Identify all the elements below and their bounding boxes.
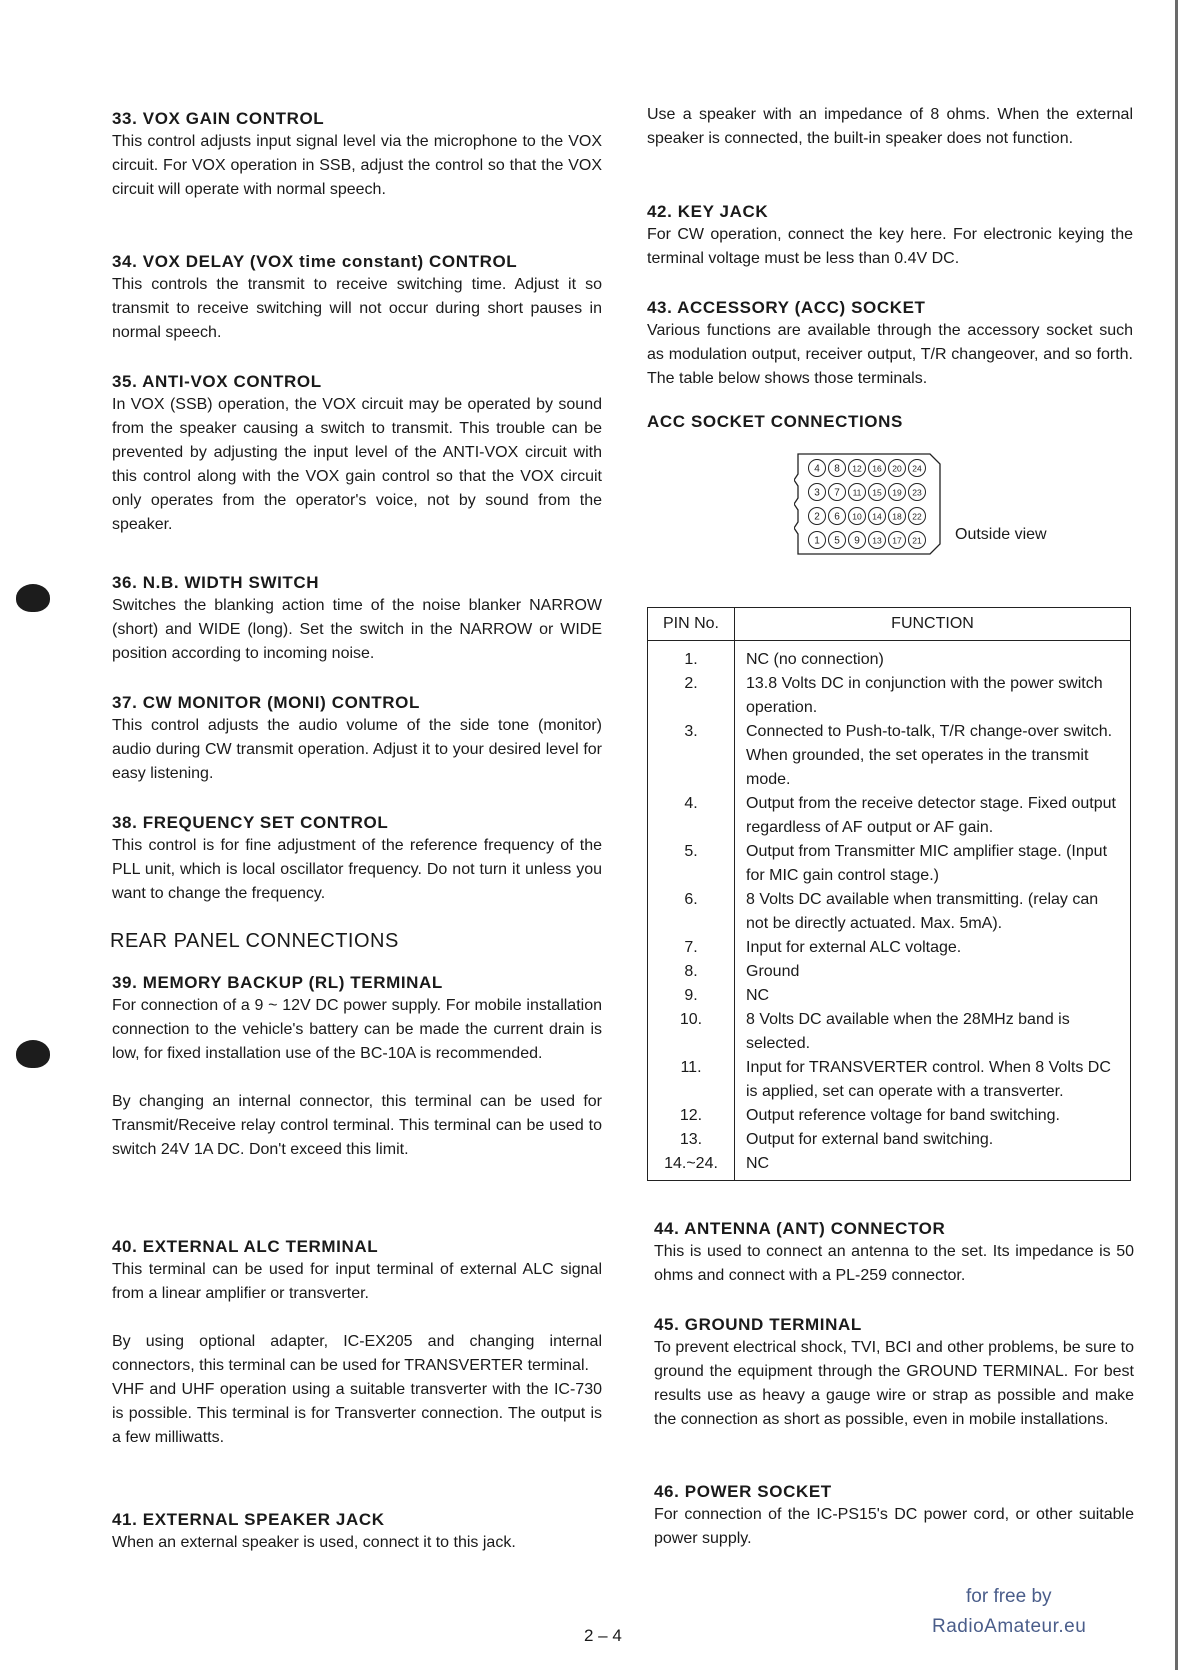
table-row bbox=[648, 1056, 1131, 1104]
pin-number: 3. bbox=[648, 720, 735, 792]
socket-outline-icon bbox=[794, 452, 944, 557]
pin-number: 12. bbox=[648, 1104, 735, 1128]
pin-function: Output from the receive detector stage. Fixed output regardless of AF output or AF gain. bbox=[735, 792, 1131, 840]
pin-function: 8 Volts DC available when transmitting. (relay can not be directly actuated. Max. 5mA). bbox=[735, 888, 1131, 936]
pin-function: NC bbox=[735, 984, 1131, 1008]
function-header: FUNCTION bbox=[735, 608, 1131, 641]
section-33 bbox=[112, 107, 602, 202]
section-35 bbox=[112, 370, 602, 537]
section-title: 40. EXTERNAL ALC TERMINAL bbox=[112, 1237, 379, 1256]
section-body: This is used to connect an antenna to the set. Its impedance is 50 ohms and connect with a PL-259 connector. bbox=[654, 1243, 1134, 1284]
acc-pin-table bbox=[647, 607, 1131, 1181]
rear-panel-heading: REAR PANEL CONNECTIONS bbox=[110, 930, 399, 952]
scan-blot bbox=[16, 1040, 50, 1068]
socket-pin-label: 4 bbox=[814, 463, 820, 475]
section-body: In VOX (SSB) operation, the VOX circuit may be operated by sound from the speaker causing a switch to transmit. This trouble can be prevented by adjusting the input level of the ANTI-VOX circuit with this control along with the VOX gain control so that the VOX circuit only operates from the operator's voice, not by sound from the speaker. bbox=[112, 396, 602, 533]
pin-function: NC (no connection) bbox=[735, 641, 1131, 673]
table-row bbox=[648, 960, 1131, 984]
section-41-continued bbox=[647, 103, 1133, 151]
table-row bbox=[648, 1128, 1131, 1152]
table-row bbox=[648, 840, 1131, 888]
socket-pin-label: 14 bbox=[872, 511, 882, 522]
socket-pin-label: 3 bbox=[814, 487, 820, 499]
table-row bbox=[648, 1104, 1131, 1128]
section-body-3: VHF and UHF operation using a suitable transverter with the IC-730 is possible. This terminal is for Transverter connection. The output is a few milliwatts. bbox=[112, 1381, 602, 1446]
socket-pin-label: 2 bbox=[814, 511, 820, 523]
section-38 bbox=[112, 811, 602, 906]
pin-function: Connected to Push-to-talk, T/R change-over switch. When grounded, the set operates in the transmit mode. bbox=[735, 720, 1131, 792]
pin-number: 14.~24. bbox=[648, 1152, 735, 1181]
section-body: Switches the blanking action time of the noise blanker NARROW (short) and WIDE (long). Set the switch in the NARROW or WIDE position according to incoming noise. bbox=[112, 597, 602, 662]
socket-pin-label: 17 bbox=[892, 535, 902, 546]
socket-pin-label: 8 bbox=[834, 463, 840, 475]
section-title: 35. ANTI-VOX CONTROL bbox=[112, 372, 322, 391]
section-title: 43. ACCESSORY (ACC) SOCKET bbox=[647, 298, 926, 317]
socket-pin-label: 19 bbox=[892, 487, 902, 498]
pin-number: 6. bbox=[648, 888, 735, 936]
section-body: This controls the transmit to receive switching time. Adjust it so transmit to receive switching will not occur during short pauses in normal speech. bbox=[112, 276, 602, 341]
pin-number: 4. bbox=[648, 792, 735, 840]
section-40 bbox=[112, 1235, 602, 1450]
pin-header: PIN No. bbox=[648, 608, 735, 641]
acc-socket-diagram bbox=[794, 452, 944, 562]
table-row bbox=[648, 792, 1131, 840]
section-title: 39. MEMORY BACKUP (RL) TERMINAL bbox=[112, 973, 443, 992]
section-body-2: By using optional adapter, IC-EX205 and changing internal connectors, this terminal can be used for TRANSVERTER terminal. bbox=[112, 1333, 602, 1374]
section-44 bbox=[654, 1217, 1134, 1288]
pin-number: 1. bbox=[648, 641, 735, 673]
table-row bbox=[648, 672, 1131, 720]
section-body: This control adjusts input signal level via the microphone to the VOX circuit. For VOX operation in SSB, adjust the control so that the VOX circuit will operate with normal speech. bbox=[112, 133, 602, 198]
pin-function: Input for external ALC voltage. bbox=[735, 936, 1131, 960]
section-46 bbox=[654, 1480, 1134, 1551]
section-title: 46. POWER SOCKET bbox=[654, 1482, 832, 1501]
watermark-line-1: for free by bbox=[966, 1586, 1052, 1607]
pin-function: Ground bbox=[735, 960, 1131, 984]
section-body: This control is for fine adjustment of the reference frequency of the PLL unit, which is local oscillator frequency. Do not turn it unless you want to change the frequency. bbox=[112, 837, 602, 902]
socket-pin-label: 7 bbox=[834, 487, 840, 499]
socket-pin-label: 11 bbox=[852, 487, 862, 498]
socket-pin-label: 15 bbox=[872, 487, 882, 498]
scan-edge bbox=[1175, 0, 1178, 1670]
pin-number: 8. bbox=[648, 960, 735, 984]
section-body: To prevent electrical shock, TVI, BCI and other problems, be sure to ground the equipment through the GROUND TERMINAL. For best results use as heavy a gauge wire or strap as possible and make the connection as short as possible, even in mobile installations. bbox=[654, 1339, 1134, 1428]
section-title: 45. GROUND TERMINAL bbox=[654, 1315, 862, 1334]
pin-function: 8 Volts DC available when the 28MHz band is selected. bbox=[735, 1008, 1131, 1056]
socket-pin-label: 18 bbox=[892, 511, 902, 522]
socket-pin-label: 10 bbox=[852, 511, 862, 522]
socket-pin-label: 6 bbox=[834, 511, 840, 523]
table-row bbox=[648, 984, 1131, 1008]
section-41 bbox=[112, 1508, 602, 1555]
socket-pin-label: 5 bbox=[834, 535, 840, 547]
section-body: Various functions are available through the accessory socket such as modulation output, receiver output, T/R changeover, and so forth. The table below shows those terminals. bbox=[647, 322, 1133, 387]
section-body: When an external speaker is used, connect it to this jack. bbox=[112, 1534, 516, 1551]
pin-function: 13.8 Volts DC in conjunction with the power switch operation. bbox=[735, 672, 1131, 720]
outside-view-label: Outside view bbox=[955, 526, 1047, 543]
watermark-line-2: RadioAmateur.eu bbox=[932, 1616, 1087, 1637]
socket-pin-label: 13 bbox=[872, 535, 882, 546]
socket-pin-label: 1 bbox=[814, 535, 820, 547]
pin-number: 9. bbox=[648, 984, 735, 1008]
section-45 bbox=[654, 1313, 1134, 1432]
section-42 bbox=[647, 200, 1133, 271]
socket-pin-label: 21 bbox=[912, 535, 922, 546]
section-36 bbox=[112, 571, 602, 666]
section-body: This control adjusts the audio volume of the side tone (monitor) audio during CW transmit operation. Adjust it to your desired level for easy listening. bbox=[112, 717, 602, 782]
pin-function: Output for external band switching. bbox=[735, 1128, 1131, 1152]
pin-number: 7. bbox=[648, 936, 735, 960]
section-body: For connection of the IC-PS15's DC power cord, or other suitable power supply. bbox=[654, 1506, 1134, 1547]
section-34 bbox=[112, 250, 602, 345]
section-title: 44. ANTENNA (ANT) CONNECTOR bbox=[654, 1219, 946, 1238]
pin-function: Input for TRANSVERTER control. When 8 Volts DC is applied, set can operate with a transverter. bbox=[735, 1056, 1131, 1104]
table-row bbox=[648, 936, 1131, 960]
section-body: This terminal can be used for input terminal of external ALC signal from a linear amplifier or transverter. bbox=[112, 1261, 602, 1302]
section-title: 36. N.B. WIDTH SWITCH bbox=[112, 573, 320, 592]
pin-function: NC bbox=[735, 1152, 1131, 1181]
section-title: 42. KEY JACK bbox=[647, 202, 769, 221]
section-body-2: By changing an internal connector, this terminal can be used for Transmit/Receive relay control terminal. This terminal can be used to switch 24V 1A DC. Don't exceed this limit. bbox=[112, 1093, 602, 1158]
pin-number: 5. bbox=[648, 840, 735, 888]
socket-pin-label: 16 bbox=[872, 463, 882, 474]
socket-pin-label: 9 bbox=[854, 535, 860, 547]
table-row bbox=[648, 641, 1131, 673]
table-row bbox=[648, 1008, 1131, 1056]
section-body: Use a speaker with an impedance of 8 ohms. When the external speaker is connected, the built-in speaker does not function. bbox=[647, 106, 1133, 147]
pin-number: 11. bbox=[648, 1056, 735, 1104]
table-row bbox=[648, 1152, 1131, 1181]
section-body: For CW operation, connect the key here. For electronic keying the terminal voltage must be less than 0.4V DC. bbox=[647, 226, 1133, 267]
section-37 bbox=[112, 691, 602, 786]
socket-pin-label: 23 bbox=[912, 487, 922, 498]
socket-pin-label: 22 bbox=[912, 511, 922, 522]
section-43 bbox=[647, 296, 1133, 391]
pin-number: 2. bbox=[648, 672, 735, 720]
section-title: 41. EXTERNAL SPEAKER JACK bbox=[112, 1510, 385, 1529]
table-row bbox=[648, 720, 1131, 792]
table-row bbox=[648, 888, 1131, 936]
section-title: 33. VOX GAIN CONTROL bbox=[112, 109, 325, 128]
pin-number: 13. bbox=[648, 1128, 735, 1152]
pin-function: Output reference voltage for band switching. bbox=[735, 1104, 1131, 1128]
socket-pin-label: 20 bbox=[892, 463, 902, 474]
section-title: 37. CW MONITOR (MONI) CONTROL bbox=[112, 693, 420, 712]
section-body: For connection of a 9 ~ 12V DC power supply. For mobile installation connection to the vehicle's battery can be made the current drain is low, for fixed installation use of the BC-10A is recommended. bbox=[112, 997, 602, 1062]
page-number: 2 – 4 bbox=[584, 1626, 622, 1645]
pin-function: Output from Transmitter MIC amplifier stage. (Input for MIC gain control stage.) bbox=[735, 840, 1131, 888]
section-title: 38. FREQUENCY SET CONTROL bbox=[112, 813, 389, 832]
scan-blot bbox=[16, 584, 50, 612]
pin-number: 10. bbox=[648, 1008, 735, 1056]
acc-socket-title: ACC SOCKET CONNECTIONS bbox=[647, 412, 903, 431]
socket-pin-label: 24 bbox=[912, 463, 922, 474]
socket-pin-label: 12 bbox=[852, 463, 862, 474]
section-title: 34. VOX DELAY (VOX time constant) CONTROL bbox=[112, 252, 518, 271]
section-39 bbox=[112, 971, 602, 1162]
